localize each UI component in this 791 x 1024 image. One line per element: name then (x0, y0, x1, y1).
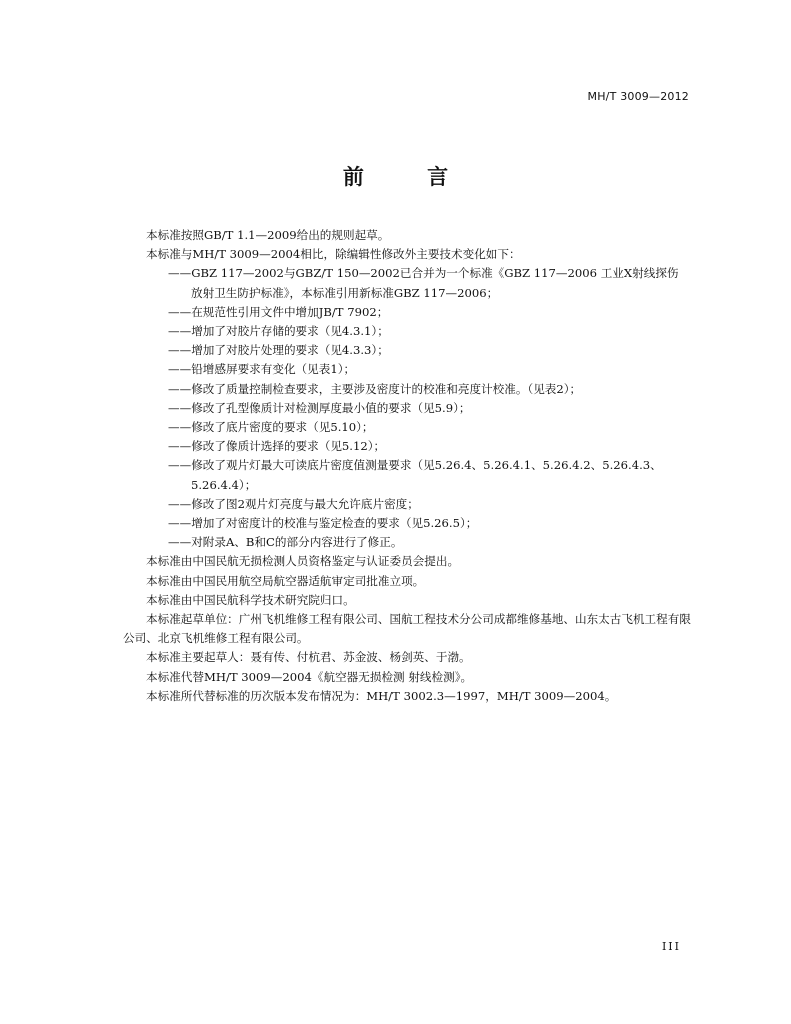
change-item-lead-screen: ——铅增感屏要求有变化（见表1）； (168, 362, 356, 377)
change-item-gbz-merge-continued: 放射卫生防护标准》，本标准引用新标准GBZ 117—2006； (191, 285, 499, 300)
change-item-film-storage: ——增加了对胶片存储的要求（见4.3.1）； (168, 324, 389, 339)
paragraph-version-history: 本标准所代替标准的历次版本发布情况为：MH/T 3002.3—1997，MH/T 3009—2004。 (146, 688, 617, 703)
change-item-film-density: ——修改了底片密度的要求（见5.10）； (168, 420, 374, 435)
standard-code: MH/T 3009—2012 (587, 90, 689, 103)
paragraph-drafting-units: 本标准起草单位：广州飞机维修工程有限公司、国航工程技术分公司成都维修基地、山东太古飞机工程有限公司、北京飞机维修工程有限公司。 (123, 612, 691, 646)
paragraph-drafting-rule: 本标准按照GB/T 1.1—2009给出的规则起草。 (146, 228, 390, 242)
paragraph-main-drafters: 本标准主要起草人：聂有传、付杭君、苏金波、杨剑英、于渤。 (146, 650, 471, 665)
change-item-densitometer-calibration: ——增加了对密度计的校准与鉴定检查的要求（见5.26.5）； (168, 516, 478, 531)
paragraph-approved-by: 本标准由中国民用航空局航空器适航审定司批准立项。 (146, 573, 425, 588)
change-item-viewer-brightness: ——修改了图2观片灯亮度与最大允许底片密度； (168, 496, 419, 511)
change-item-iqi-selection: ——修改了像质计选择的要求（见5.12）； (168, 439, 386, 454)
paragraph-changes-intro: 本标准与MH/T 3009—2004相比，除编辑性修改外主要技术变化如下： (146, 247, 521, 262)
paragraph-replaces: 本标准代替MH/T 3009—2004《航空器无损检测 射线检测》。 (146, 669, 473, 684)
paragraph-proposed-by: 本标准由中国民航无损检测人员资格鉴定与认证委员会提出。 (146, 554, 460, 569)
change-item-appendix-revision: ——对附录A、B和C的部分内容进行了修正。 (168, 535, 403, 550)
change-item-hole-iqi: ——修改了孔型像质计对检测厚度最小值的要求（见5.9）； (168, 400, 471, 415)
change-item-viewer-density: ——修改了观片灯最大可读底片密度值测量要求（见5.26.4、5.26.4.1、5.26.4.2、5.26.4.3、 (168, 458, 662, 473)
page-title: 前 言 (342, 165, 477, 189)
change-item-gbz-merge: ——GBZ 117—2002与GBZ/T 150—2002已合并为一个标准《GBZ 117—2006 工业X射线探伤 (168, 266, 679, 281)
change-item-film-processing: ——增加了对胶片处理的要求（见4.3.3）； (168, 343, 389, 358)
change-item-quality-control: ——修改了质量控制检查要求，主要涉及密度计的校准和亮度计校准。（见表2）； (168, 381, 582, 396)
paragraph-centralized-by: 本标准由中国民航科学技术研究院归口。 (146, 592, 355, 607)
page-number: III (661, 940, 681, 953)
change-item-viewer-density-continued: 5.26.4.4）； (191, 477, 257, 492)
preface-body (123, 226, 693, 706)
change-item-normative-reference: ——在规范性引用文件中增加JB/T 7902； (168, 304, 389, 319)
